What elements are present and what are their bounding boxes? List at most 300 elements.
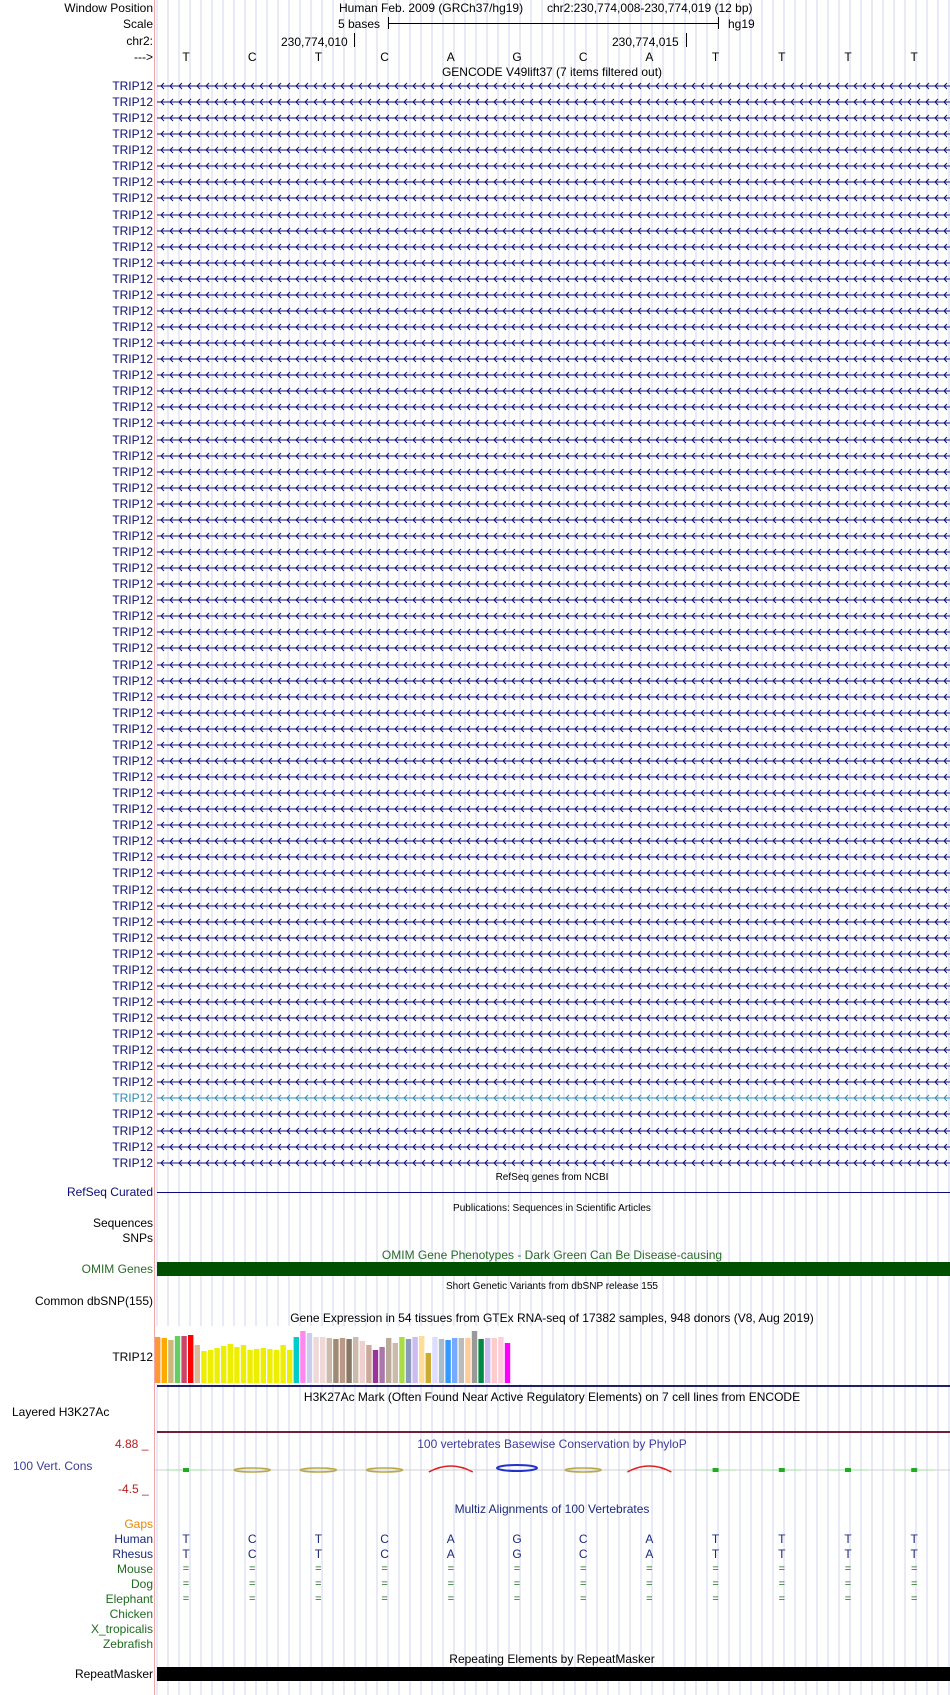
gencode-transcript-label[interactable]: TRIP12 — [112, 448, 153, 463]
multiz-species-label[interactable]: X_tropicalis — [90, 1622, 153, 1636]
gencode-transcript-label[interactable]: TRIP12 — [112, 689, 153, 704]
publications-track-title: Publications: Sequences in Scientific Articles — [453, 1203, 651, 1214]
gencode-transcript-line[interactable] — [157, 435, 950, 445]
multiz-base: = — [513, 1593, 521, 1605]
repeatmasker-track-title: Repeating Elements by RepeatMasker — [449, 1652, 655, 1666]
multiz-base: = — [248, 1563, 256, 1575]
ruler-tick-1 — [354, 33, 355, 47]
gencode-transcript-label[interactable]: TRIP12 — [112, 545, 153, 560]
publications-sequences-label[interactable]: Sequences — [92, 1216, 153, 1230]
repeatmasker-bar[interactable] — [157, 1667, 950, 1681]
gencode-transcript-label[interactable]: TRIP12 — [112, 416, 153, 431]
gencode-transcript-label[interactable]: TRIP12 — [112, 432, 153, 447]
multiz-base: T — [711, 1547, 720, 1561]
gencode-transcript-label[interactable]: TRIP12 — [112, 1059, 153, 1074]
base-letter: T — [182, 50, 190, 64]
multiz-base: T — [711, 1532, 720, 1546]
phylop-glyph — [429, 1466, 473, 1472]
multiz-base: = — [381, 1578, 388, 1590]
gencode-transcript-label[interactable]: TRIP12 — [112, 175, 153, 190]
gencode-transcript-label[interactable]: TRIP12 — [112, 609, 153, 624]
gtex-tissue-bar — [214, 1348, 219, 1383]
gtex-tissue-bar — [168, 1340, 173, 1383]
multiz-base: = — [381, 1563, 388, 1575]
multiz-species-label[interactable]: Zebrafish — [102, 1637, 153, 1651]
gencode-transcript-line[interactable] — [157, 676, 950, 686]
gencode-transcript-label[interactable]: TRIP12 — [112, 528, 153, 543]
gencode-transcript-line[interactable] — [157, 483, 950, 493]
gencode-transcript-line[interactable] — [157, 611, 950, 621]
gencode-transcript-line[interactable] — [157, 177, 950, 187]
refseq-track-title: RefSeq genes from NCBI — [495, 1172, 609, 1183]
gencode-transcript-line[interactable] — [157, 740, 950, 750]
phylop-label[interactable]: 100 Vert. Cons — [13, 1459, 93, 1473]
gencode-transcript-label[interactable]: TRIP12 — [112, 1027, 153, 1042]
gtex-tissue-bar — [181, 1336, 186, 1383]
gencode-transcript-line[interactable] — [157, 724, 950, 734]
gencode-transcript-line[interactable] — [157, 788, 950, 798]
gencode-transcript-label[interactable]: TRIP12 — [112, 255, 153, 270]
h3k27ac-baseline — [157, 1431, 950, 1433]
gencode-transcript-line[interactable] — [157, 338, 950, 348]
gencode-transcript-label[interactable]: TRIP12 — [112, 191, 153, 206]
base-letter: C — [247, 50, 257, 64]
gtex-tissue-bar — [498, 1337, 503, 1383]
window-position-label: Window Position — [64, 1, 153, 15]
multiz-base: T — [314, 1532, 323, 1546]
phylop-glyph — [845, 1468, 851, 1472]
gencode-transcript-line[interactable] — [157, 145, 950, 155]
multiz-base: T — [778, 1532, 786, 1546]
multiz-base: = — [910, 1563, 918, 1575]
assembly-text: Human Feb. 2009 (GRCh37/hg19) — [339, 1, 524, 15]
gencode-transcript-label[interactable]: TRIP12 — [112, 705, 153, 720]
gencode-transcript-label[interactable]: TRIP12 — [112, 239, 153, 254]
gtex-label[interactable]: TRIP12 — [112, 1350, 153, 1364]
multiz-base: = — [315, 1578, 322, 1590]
base-letter: T — [711, 50, 720, 64]
gtex-tissue-bar — [439, 1339, 444, 1383]
multiz-base: = — [646, 1578, 653, 1590]
strand-label: ---> — [134, 50, 153, 64]
gencode-transcript-label[interactable]: TRIP12 — [112, 127, 153, 142]
gtex-tissue-bar — [419, 1336, 424, 1383]
gtex-tissue-bar — [333, 1339, 338, 1383]
phylop-glyph — [911, 1468, 917, 1472]
multiz-base: = — [579, 1578, 587, 1590]
gencode-transcript-line[interactable] — [157, 290, 950, 300]
gencode-transcript-label[interactable]: TRIP12 — [112, 95, 153, 110]
gtex-tissue-bar — [327, 1338, 332, 1383]
gencode-transcript-line[interactable] — [157, 402, 950, 412]
gtex-tissue-bar — [412, 1337, 417, 1383]
gencode-transcript-line[interactable] — [157, 322, 950, 332]
gencode-transcript-line[interactable] — [157, 901, 950, 911]
gtex-gene-line[interactable] — [157, 1385, 950, 1387]
gtex-tissue-bar — [188, 1335, 193, 1383]
multiz-base: C — [247, 1547, 257, 1561]
gencode-transcript-label[interactable]: TRIP12 — [112, 223, 153, 238]
multiz-base: = — [646, 1593, 653, 1605]
multiz-species-label[interactable]: Dog — [130, 1577, 153, 1591]
multiz-base: = — [712, 1593, 719, 1605]
multiz-base: = — [182, 1563, 190, 1575]
gencode-transcript-label[interactable]: TRIP12 — [112, 464, 153, 479]
gencode-transcript-label[interactable]: TRIP12 — [112, 320, 153, 335]
gencode-transcript-label[interactable]: TRIP12 — [112, 1011, 153, 1026]
gencode-transcript-line[interactable] — [157, 547, 950, 557]
gencode-transcript-label[interactable]: TRIP12 — [112, 673, 153, 688]
omim-feature-bar[interactable] — [157, 1262, 950, 1276]
gtex-tissue-bar — [472, 1331, 477, 1383]
gtex-tissue-bar — [320, 1337, 325, 1383]
multiz-species-label[interactable]: Mouse — [116, 1562, 153, 1576]
gencode-transcript-line[interactable] — [157, 643, 950, 653]
gencode-transcript-label[interactable]: TRIP12 — [112, 287, 153, 302]
multiz-base: T — [182, 1532, 190, 1546]
gtex-tissue-bar — [393, 1343, 398, 1383]
gencode-transcript-label[interactable]: TRIP12 — [112, 111, 153, 126]
gencode-transcript-label[interactable]: TRIP12 — [112, 352, 153, 367]
gtex-tissue-bar — [505, 1343, 510, 1383]
phylop-track-title: 100 vertebrates Basewise Conservation by PhyloP — [417, 1437, 687, 1451]
gencode-transcript-line[interactable] — [157, 1126, 950, 1136]
gtex-tissue-bar — [274, 1350, 279, 1383]
multiz-base: A — [645, 1532, 654, 1546]
multiz-base: C — [578, 1532, 588, 1546]
gencode-transcript-line[interactable] — [157, 193, 950, 203]
multiz-base: T — [910, 1547, 918, 1561]
gtex-tissue-bar — [379, 1347, 384, 1383]
gencode-transcript-line[interactable] — [157, 885, 950, 895]
gencode-transcript-line[interactable] — [157, 917, 950, 927]
gencode-transcript-line[interactable] — [157, 804, 950, 814]
gencode-transcript-line[interactable] — [157, 210, 950, 220]
phylop-plot[interactable] — [155, 1460, 950, 1482]
gtex-tissue-bar — [426, 1353, 431, 1383]
gtex-tissue-bar — [346, 1339, 351, 1383]
multiz-base: C — [380, 1532, 389, 1546]
gencode-transcript-label[interactable]: TRIP12 — [112, 737, 153, 752]
gtex-tissue-bar — [360, 1341, 365, 1383]
multiz-base: G — [512, 1532, 522, 1546]
gencode-transcript-line[interactable] — [157, 1109, 950, 1119]
gencode-transcript-line[interactable] — [157, 274, 950, 284]
db-text: hg19 — [728, 17, 755, 31]
multiz-base: G — [512, 1547, 522, 1561]
refseq-gene-line[interactable] — [157, 1192, 950, 1193]
gencode-transcript-line[interactable] — [157, 981, 950, 991]
base-letter: C — [578, 50, 588, 64]
multiz-track-title: Multiz Alignments of 100 Vertebrates — [454, 1502, 650, 1516]
multiz-base: = — [910, 1593, 918, 1605]
gtex-tissue-bar — [208, 1350, 213, 1383]
gencode-transcript-line[interactable] — [157, 1077, 950, 1087]
multiz-base: = — [315, 1563, 322, 1575]
multiz-base: T — [844, 1532, 852, 1546]
multiz-base: = — [778, 1563, 786, 1575]
multiz-base: A — [446, 1532, 455, 1546]
gencode-transcript-label[interactable]: TRIP12 — [112, 496, 153, 511]
gencode-transcript-label[interactable]: TRIP12 — [112, 850, 153, 865]
gencode-transcript-label[interactable]: TRIP12 — [112, 79, 153, 93]
gencode-transcript-label[interactable]: TRIP12 — [112, 978, 153, 993]
base-letter: T — [844, 50, 852, 64]
gencode-transcript-label[interactable]: TRIP12 — [112, 1139, 153, 1154]
gencode-transcript-label[interactable]: TRIP12 — [112, 1107, 153, 1122]
multiz-base: T — [182, 1547, 190, 1561]
base-letter: A — [645, 50, 654, 64]
gencode-transcript-label[interactable]: TRIP12 — [112, 946, 153, 961]
multiz-base: C — [247, 1532, 257, 1546]
gencode-transcript-line[interactable] — [157, 451, 950, 461]
multiz-base: A — [446, 1547, 455, 1561]
multiz-base: = — [315, 1593, 322, 1605]
gtex-tissue-bar — [373, 1350, 378, 1383]
gtex-tissue-bar — [485, 1338, 490, 1383]
gtex-tissue-bar — [175, 1336, 180, 1383]
gencode-transcript-label[interactable]: TRIP12 — [112, 207, 153, 222]
publications-snps-label[interactable]: SNPs — [122, 1231, 153, 1245]
gencode-transcript-label[interactable]: TRIP12 — [112, 336, 153, 351]
gencode-transcript-line[interactable] — [157, 949, 950, 959]
gtex-tissue-bar — [300, 1331, 305, 1383]
multiz-base: = — [447, 1563, 455, 1575]
gencode-transcript-label[interactable]: TRIP12 — [112, 1075, 153, 1090]
gencode-transcript-line[interactable] — [157, 258, 950, 268]
multiz-base: T — [778, 1547, 786, 1561]
gencode-transcript-line[interactable] — [157, 1045, 950, 1055]
gencode-transcript-line[interactable] — [157, 226, 950, 236]
scale-text: 5 bases — [338, 17, 381, 31]
gencode-transcript-line[interactable] — [157, 595, 950, 605]
gencode-transcript-line[interactable] — [157, 370, 950, 380]
gencode-transcript-label[interactable]: TRIP12 — [112, 962, 153, 977]
dbsnp-track-title: Short Genetic Variants from dbSNP release 155 — [446, 1281, 658, 1292]
gtex-tissue-bar — [241, 1345, 246, 1383]
gencode-transcript-line[interactable] — [157, 852, 950, 862]
gencode-transcript-label[interactable]: TRIP12 — [112, 384, 153, 399]
gencode-transcript-label[interactable]: TRIP12 — [112, 561, 153, 576]
base-letter: A — [446, 50, 455, 64]
gencode-transcript-label[interactable]: TRIP12 — [112, 721, 153, 736]
gencode-transcript-line[interactable] — [157, 515, 950, 525]
gencode-transcript-line[interactable] — [157, 113, 950, 123]
gtex-tissue-bar — [492, 1338, 497, 1383]
multiz-base: = — [646, 1563, 653, 1575]
gencode-transcript-line[interactable] — [157, 660, 950, 670]
h3k27ac-track-title: H3K27Ac Mark (Often Found Near Active Regulatory Elements) on 7 cell lines from ENCODE — [303, 1390, 801, 1404]
gencode-transcript-label[interactable]: TRIP12 — [112, 1043, 153, 1058]
gencode-transcript-line[interactable] — [157, 499, 950, 509]
scale-bar-right — [718, 17, 719, 29]
gencode-transcript-line[interactable] — [157, 386, 950, 396]
multiz-base: = — [248, 1593, 256, 1605]
gencode-transcript-line[interactable] — [157, 579, 950, 589]
multiz-base: = — [513, 1578, 521, 1590]
gencode-transcript-label[interactable]: TRIP12 — [112, 882, 153, 897]
multiz-base: C — [380, 1547, 389, 1561]
gtex-tissue-bar — [228, 1344, 233, 1383]
phylop-glyph — [779, 1468, 785, 1472]
gtex-tissue-bar — [432, 1337, 437, 1383]
gencode-transcript-line[interactable] — [157, 418, 950, 428]
gencode-transcript-line[interactable] — [157, 467, 950, 477]
multiz-species-label[interactable]: Elephant — [105, 1592, 153, 1606]
refseq-label[interactable]: RefSeq Curated — [66, 1185, 153, 1199]
gencode-transcript-label[interactable]: TRIP12 — [112, 802, 153, 817]
gtex-tissue-bar — [195, 1345, 200, 1383]
base-letter: C — [380, 50, 389, 64]
phylop-glyph — [183, 1468, 189, 1472]
gtex-tissue-bar — [459, 1338, 464, 1383]
gencode-transcript-line[interactable] — [157, 820, 950, 830]
gencode-track-title: GENCODE V49lift37 (7 items filtered out) — [441, 65, 663, 79]
gtex-tissue-bar — [261, 1348, 266, 1383]
gencode-transcript-label[interactable]: TRIP12 — [112, 866, 153, 881]
gencode-transcript-label[interactable]: TRIP12 — [112, 914, 153, 929]
omim-label[interactable]: OMIM Genes — [81, 1262, 153, 1276]
multiz-base: = — [844, 1578, 852, 1590]
h3k27ac-label[interactable]: Layered H3K27Ac — [12, 1405, 110, 1419]
multiz-base: = — [778, 1578, 786, 1590]
base-letter: T — [778, 50, 786, 64]
gencode-transcript-label[interactable]: TRIP12 — [112, 480, 153, 495]
gencode-transcript-label[interactable]: TRIP12 — [112, 770, 153, 784]
gencode-transcript-label[interactable]: TRIP12 — [112, 1091, 153, 1106]
multiz-gaps-label[interactable]: Gaps — [124, 1517, 153, 1531]
multiz-base: = — [844, 1563, 852, 1575]
gtex-tissue-bar — [452, 1338, 457, 1383]
phylop-min-label: -4.5 _ — [118, 1482, 149, 1496]
gtex-track-title: Gene Expression in 54 tissues from GTEx RNA-seq of 17382 samples, 948 donors (V8, Aug 2019) — [290, 1311, 814, 1325]
gtex-tissue-bar — [155, 1337, 160, 1383]
gencode-transcript-line[interactable] — [157, 563, 950, 573]
gencode-transcript-line[interactable] — [157, 627, 950, 637]
gencode-transcript-label[interactable]: TRIP12 — [112, 657, 153, 672]
gencode-transcript-label[interactable]: TRIP12 — [112, 898, 153, 913]
multiz-base: = — [910, 1578, 918, 1590]
multiz-base: = — [182, 1578, 190, 1590]
multiz-base: = — [712, 1578, 719, 1590]
gtex-tissue-bar — [254, 1349, 259, 1383]
position-text[interactable]: chr2:230,774,008-230,774,019 (12 bp) — [547, 1, 753, 15]
gencode-transcript-line[interactable] — [157, 708, 950, 718]
gencode-transcript-label[interactable]: TRIP12 — [112, 834, 153, 849]
multiz-base: = — [447, 1578, 455, 1590]
gencode-transcript-label[interactable]: TRIP12 — [112, 143, 153, 158]
gencode-transcript-line[interactable] — [157, 1093, 950, 1103]
gtex-tissue-bar — [267, 1349, 272, 1383]
multiz-base: T — [844, 1547, 852, 1561]
gencode-transcript-line[interactable] — [157, 1158, 950, 1168]
phylop-glyph — [497, 1465, 537, 1471]
gencode-transcript-line[interactable] — [157, 306, 950, 316]
multiz-species-label[interactable]: Rhesus — [112, 1547, 153, 1561]
gencode-transcript-line[interactable] — [157, 242, 950, 252]
gtex-tissue-bar — [313, 1337, 318, 1383]
gtex-tissue-bar — [353, 1337, 358, 1383]
gencode-transcript-line[interactable] — [157, 868, 950, 878]
gencode-transcript-line[interactable] — [157, 97, 950, 107]
gencode-transcript-line[interactable] — [157, 772, 950, 782]
multiz-base: C — [578, 1547, 588, 1561]
gencode-transcript-label[interactable]: TRIP12 — [112, 159, 153, 174]
gtex-tissue-bar — [234, 1347, 239, 1383]
multiz-base: T — [314, 1547, 323, 1561]
phylop-glyph — [627, 1466, 671, 1472]
gencode-transcript-label[interactable]: TRIP12 — [112, 1123, 153, 1138]
gtex-tissue-bar — [221, 1346, 226, 1383]
gencode-transcript-line[interactable] — [157, 1013, 950, 1023]
gtex-tissue-bar — [406, 1339, 411, 1383]
gencode-transcript-line[interactable] — [157, 692, 950, 702]
gencode-transcript-line[interactable] — [157, 756, 950, 766]
gtex-tissue-bar — [247, 1350, 252, 1383]
gencode-transcript-line[interactable] — [157, 1029, 950, 1039]
gtex-bar-chart[interactable] — [155, 1326, 535, 1384]
phylop-max-label: 4.88 _ — [115, 1437, 149, 1451]
gencode-transcript-line[interactable] — [157, 933, 950, 943]
multiz-base: = — [447, 1593, 455, 1605]
gencode-transcript-label[interactable]: TRIP12 — [112, 641, 153, 656]
gencode-transcript-label[interactable]: TRIP12 — [112, 577, 153, 592]
gencode-transcript-label[interactable]: TRIP12 — [112, 786, 153, 801]
gencode-transcript-label[interactable]: TRIP12 — [112, 625, 153, 640]
gtex-tissue-bar — [445, 1340, 450, 1383]
omim-track-title: OMIM Gene Phenotypes - Dark Green Can Be Disease-causing — [381, 1248, 723, 1262]
repeatmasker-label[interactable]: RepeatMasker — [74, 1667, 153, 1681]
multiz-base: = — [844, 1593, 852, 1605]
gencode-transcript-label[interactable]: TRIP12 — [112, 930, 153, 945]
scale-bar-left — [388, 17, 389, 29]
gencode-transcript-label[interactable]: TRIP12 — [112, 303, 153, 318]
gencode-transcript-line[interactable] — [157, 997, 950, 1007]
gencode-transcript-line[interactable] — [157, 1061, 950, 1071]
gtex-tissue-bar — [340, 1338, 345, 1383]
gtex-tissue-bar — [386, 1338, 391, 1383]
gencode-transcript-line[interactable] — [157, 1142, 950, 1152]
chr-label: chr2: — [126, 34, 153, 48]
multiz-base: = — [248, 1578, 256, 1590]
dbsnp-label[interactable]: Common dbSNP(155) — [34, 1294, 153, 1308]
gencode-transcript-label[interactable]: TRIP12 — [112, 818, 153, 833]
gencode-transcript-label[interactable]: TRIP12 — [112, 593, 153, 608]
gencode-transcript-line[interactable] — [157, 354, 950, 364]
gencode-transcript-line[interactable] — [157, 965, 950, 975]
gencode-transcript-line[interactable] — [157, 161, 950, 171]
gencode-transcript-line[interactable] — [157, 836, 950, 846]
gencode-transcript-label[interactable]: TRIP12 — [112, 994, 153, 1009]
phylop-glyph — [713, 1468, 719, 1472]
gencode-transcript-label[interactable]: TRIP12 — [112, 1155, 153, 1170]
gencode-transcript-line[interactable] — [157, 129, 950, 139]
gencode-transcript-label[interactable]: TRIP12 — [112, 512, 153, 527]
gencode-transcript-line[interactable] — [157, 531, 950, 541]
multiz-base: = — [182, 1593, 190, 1605]
gtex-tissue-bar — [366, 1345, 371, 1383]
multiz-base: = — [513, 1563, 521, 1575]
gencode-transcript-label[interactable]: TRIP12 — [112, 753, 153, 768]
gencode-transcript-line[interactable] — [157, 81, 950, 91]
gtex-tissue-bar — [478, 1339, 483, 1383]
gencode-transcript-label[interactable]: TRIP12 — [112, 271, 153, 286]
gencode-transcript-label[interactable]: TRIP12 — [112, 368, 153, 383]
multiz-species-label[interactable]: Human — [114, 1532, 153, 1546]
multiz-species-label[interactable]: Chicken — [109, 1607, 153, 1621]
scale-label: Scale — [122, 17, 153, 31]
gencode-transcript-label[interactable]: TRIP12 — [112, 400, 153, 415]
